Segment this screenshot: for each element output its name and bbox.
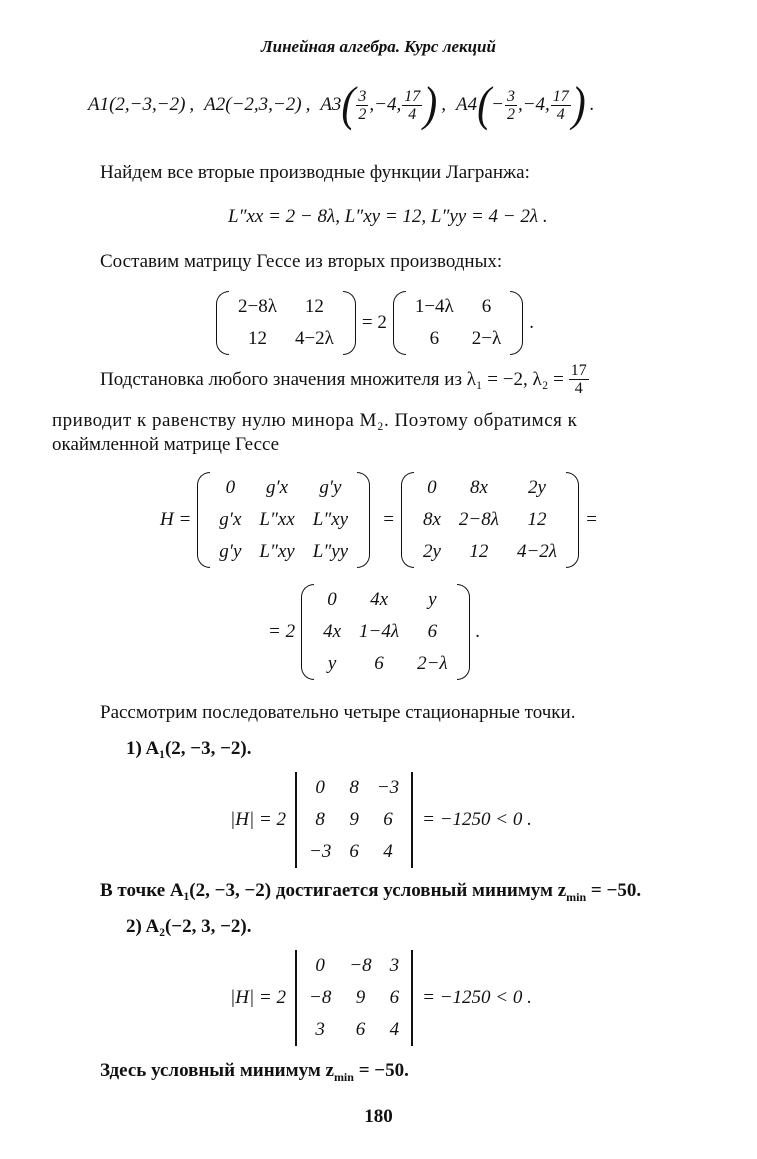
conclusion-2: Здесь условный минимум $z_{min} = -50$. xyxy=(100,1060,409,1084)
h-numeric-cell: 12 xyxy=(527,509,547,530)
det1-cell: 6 xyxy=(383,809,393,830)
det2-cell: 0 xyxy=(315,955,325,976)
h-symbolic-cell: L″xy xyxy=(259,541,295,562)
bordered-hessian-equation: H = 0 g′x g′y g′x L″xx L″xy g′y L″xy L″yy = 0 8x 2y 8x 2−8λ 12 2y 12 4−2λ = xyxy=(160,472,598,568)
h-scaled-cell: y xyxy=(327,653,337,674)
paragraph-second-derivatives: Найдем все вторые производные функции Лагранжа: xyxy=(100,162,530,183)
det2-cell: 9 xyxy=(355,987,366,1008)
h-scaled-cell: 2−λ xyxy=(417,653,448,674)
h-numeric-cell: 8x xyxy=(469,477,488,498)
running-header: Линейная алгебра. Курс лекций xyxy=(261,37,496,56)
h-symbolic-cell: g′x xyxy=(219,509,242,530)
hessian-left-cell: 2−8λ xyxy=(238,296,277,317)
page-number: 180 xyxy=(364,1106,393,1127)
det2-cell: 6 xyxy=(389,987,400,1008)
paragraph-substitution-line2: приводит к равенству нулю минора M₂. Поэтому обратимся к xyxy=(52,410,578,431)
det1-cell: 4 xyxy=(383,841,393,862)
det2-cell: 6 xyxy=(355,1019,366,1040)
hessian-right-cell: 6 xyxy=(429,328,440,349)
h-numeric-cell: 8x xyxy=(422,509,441,530)
h-symbolic-cell: g′x xyxy=(266,477,289,498)
det1-cell: 0 xyxy=(315,777,325,798)
h-numeric-cell: 2−8λ xyxy=(458,509,499,530)
det2-cell: −8 xyxy=(349,955,372,976)
determinant-1-matrix xyxy=(292,772,416,868)
det1-cell: 9 xyxy=(349,809,359,830)
stationary-points-line: A1(2,−3,−2) , A2(−2,3,−2) , A3 ( $\frac{3}{2}$ ,−4, $\frac{17}{4}$ ) , A4 ( − $\frac{3}{2}$ ,−4, $\frac{17}{4}$ ) . xyxy=(88,78,595,132)
h-numeric-cell: 12 xyxy=(469,541,489,562)
point-a3: A3 ( $\frac{3}{2}$ ,−4, $\frac{17}{4}$ ) xyxy=(320,78,438,132)
hessian-left-cell: 4−2λ xyxy=(294,328,334,349)
conclusion-1: В точке A₁(2, −3, −2) достигается условный минимум $z_{min} = -50$. xyxy=(100,880,642,904)
det2-cell: 3 xyxy=(389,955,400,976)
h-numeric-cell: 4−2λ xyxy=(516,541,557,562)
h-numeric-cell: 0 xyxy=(427,477,437,498)
case-1-heading: 1) A₁(2, −3, −2). xyxy=(126,738,252,759)
det2-cell: −8 xyxy=(309,987,332,1008)
paragraph-substitution-line3: окаймленной матрице Гессе xyxy=(52,434,280,455)
h-scaled-cell: 6 xyxy=(427,621,438,642)
h-symbolic-cell: L″xy xyxy=(312,509,349,530)
det2-cell: 4 xyxy=(389,1019,400,1040)
bordered-hessian-numeric xyxy=(401,472,579,568)
det2-cell: 3 xyxy=(315,1019,325,1040)
point-a4: A4 ( − $\frac{3}{2}$ ,−4, $\frac{17}{4}$ ) xyxy=(456,78,586,132)
paragraph-consider-points: Рассмотрим последовательно четыре стационарные точки. xyxy=(100,702,576,723)
hessian-right-cell: 2−λ xyxy=(471,328,502,349)
hessian-right-cell: 1−4λ xyxy=(414,296,454,317)
hessian-left-cell: 12 xyxy=(247,328,267,349)
det1-cell: 8 xyxy=(315,809,325,830)
paragraph-substitution: Подстановка любого значения множителя из λ₁ = −2, λ₂ = $\frac{17}{4}$ xyxy=(100,362,587,397)
point-a2: A2(−2,3,−2) xyxy=(204,94,302,115)
h-scaled-cell: 0 xyxy=(327,589,337,610)
det1-cell: −3 xyxy=(376,777,400,798)
bordered-hessian-symbolic xyxy=(197,472,370,568)
h-symbolic-cell: L″xx xyxy=(259,509,295,530)
determinant-1: |H| = 2 0 8 −3 8 9 6 −3 6 4 = −1250 < 0 . xyxy=(230,772,532,868)
h-scaled-cell: y xyxy=(428,589,437,610)
h-symbolic-cell: 0 xyxy=(225,477,236,498)
hessian-equation: 2−8λ 12 12 4−2λ = 2 1−4λ 6 6 2−λ . xyxy=(216,291,534,355)
h-numeric-cell: 2y xyxy=(422,541,441,562)
h-symbolic-cell: L″yy xyxy=(312,541,349,562)
determinant-2: |H| = 2 0 −8 3 −8 9 6 3 6 4 = −1250 < 0 . xyxy=(230,950,532,1046)
case-2-heading: 2) A₂(−2, 3, −2). xyxy=(126,916,252,937)
det1-cell: 8 xyxy=(349,777,359,798)
hessian-matrix-right xyxy=(393,291,523,355)
bordered-hessian-scaled: = 2 0 4x y 4x 1−4λ 6 y 6 2−λ . xyxy=(268,584,480,680)
bordered-hessian-scaled-matrix xyxy=(301,584,470,680)
point-a1: A1(2,−3,−2) xyxy=(88,94,186,115)
hessian-matrix-left xyxy=(216,291,356,355)
formula-second-derivatives: L″xx = 2 − 8λ, L″xy = 12, L″yy = 4 − 2λ . xyxy=(228,206,548,227)
h-numeric-cell: 2y xyxy=(528,477,546,498)
h-scaled-cell: 6 xyxy=(374,653,384,674)
det1-cell: 6 xyxy=(349,841,359,862)
det1-cell: −3 xyxy=(309,841,332,862)
h-scaled-cell: 1−4λ xyxy=(359,621,400,642)
h-symbolic-cell: g′y xyxy=(219,541,242,562)
paragraph-hessian: Составим матрицу Гессе из вторых производных: xyxy=(100,251,503,272)
h-scaled-cell: 4x xyxy=(323,621,342,642)
determinant-2-matrix xyxy=(292,950,416,1046)
h-scaled-cell: 4x xyxy=(370,589,389,610)
hessian-right-cell: 6 xyxy=(481,296,492,317)
hessian-left-cell: 12 xyxy=(304,296,324,317)
h-symbolic-cell: g′y xyxy=(319,477,342,498)
